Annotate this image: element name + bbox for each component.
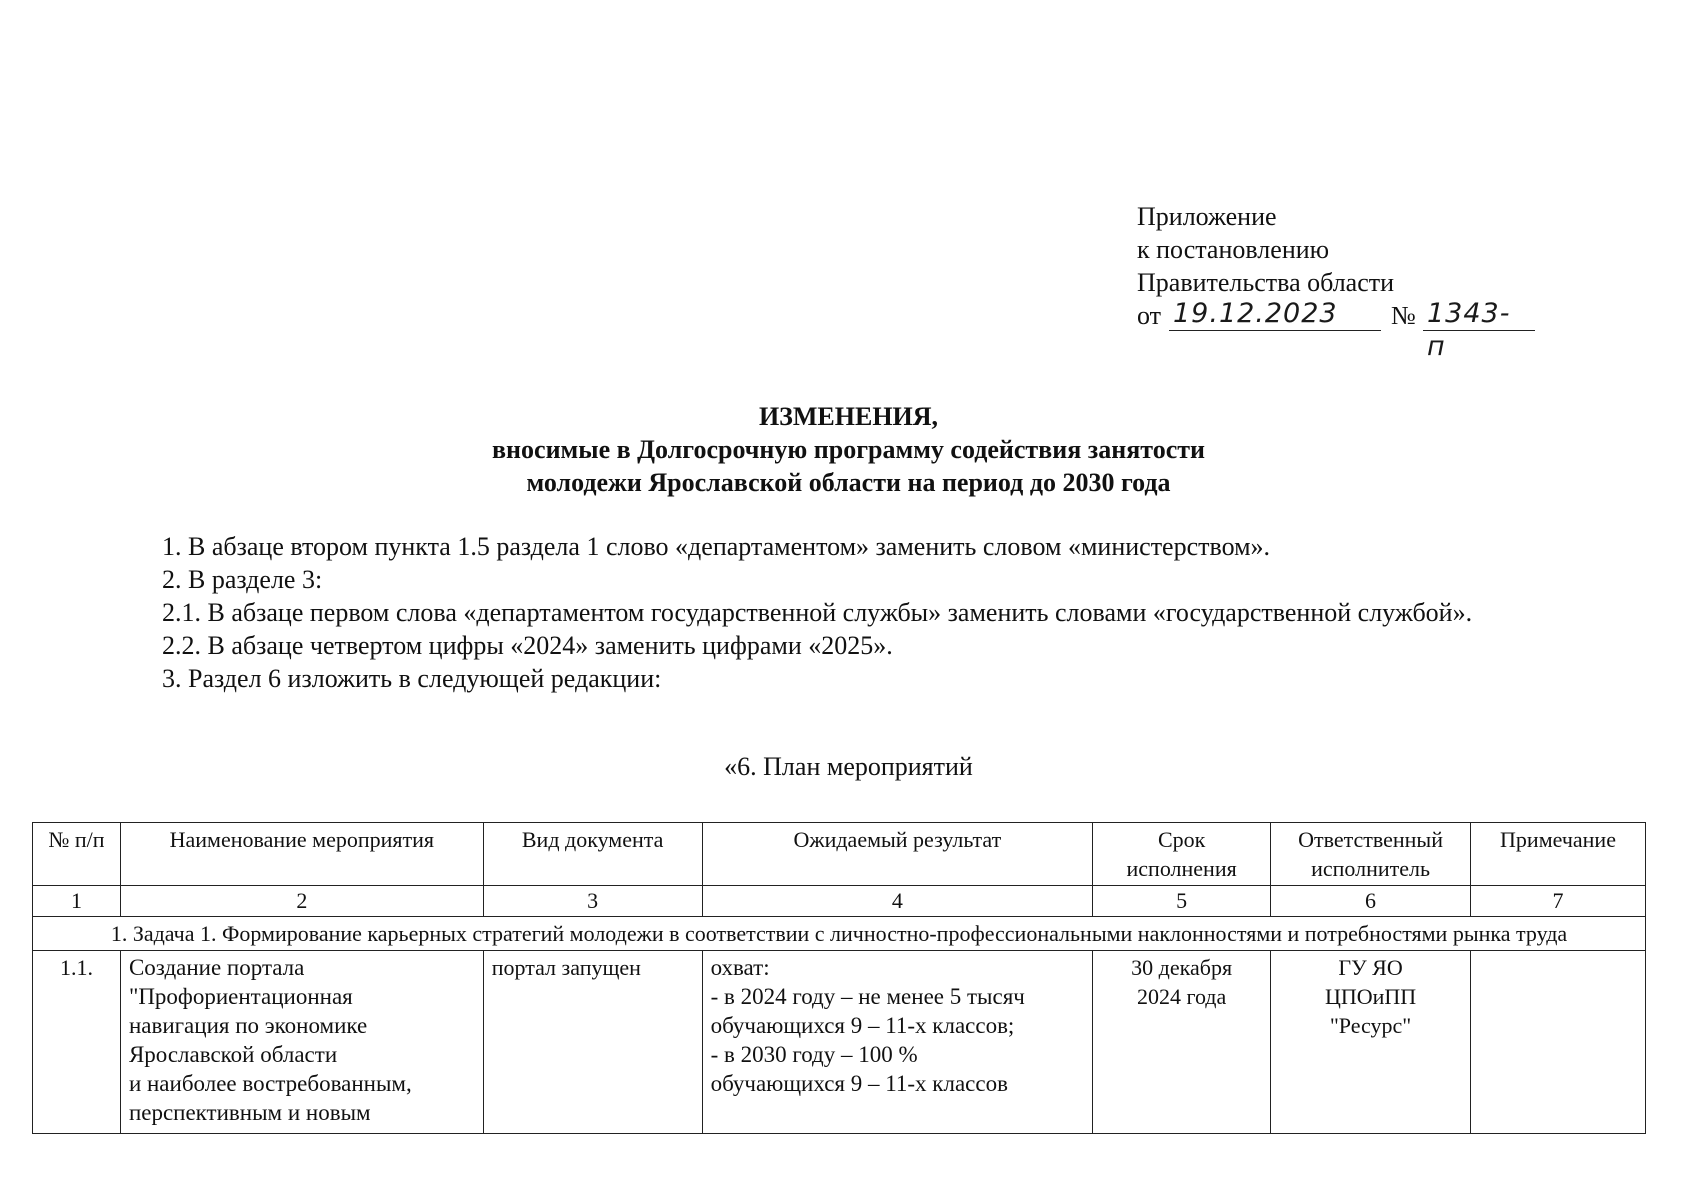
column-number: 6 <box>1271 886 1471 917</box>
paragraph-3: 3. Раздел 6 изложить в следующей редакции: <box>162 664 662 693</box>
column-number: 3 <box>483 886 702 917</box>
row-num: 1.1. <box>33 951 121 1134</box>
row-name: Создание портала "Профориентационная навигация по экономике Ярославской области и наиболее востребованным, перспективным и новым <box>120 951 483 1134</box>
column-number: 7 <box>1471 886 1646 917</box>
plan-title: «6. План мероприятий <box>724 752 973 781</box>
section-heading: 1. Задача 1. Формирование карьерных стратегий молодежи в соответствии с личностно-профессиональными наклонностями и потребностями рынка труда <box>33 917 1646 951</box>
header-note: Примечание <box>1471 823 1646 886</box>
row-result: охват: - в 2024 году – не менее 5 тысяч обучающихся 9 – 11-х классов; - в 2030 году – 100 % обучающихся 9 – 11-х классов <box>702 951 1093 1134</box>
paragraph-2: 2. В разделе 3: <box>162 565 323 594</box>
number-label: № <box>1391 301 1416 330</box>
paragraph-2-2: 2.2. В абзаце четвертом цифры «2024» заменить цифрами «2025». <box>162 631 893 660</box>
document-title: ИЗМЕНЕНИЯ, <box>758 402 939 431</box>
handwritten-number: 1343-п <box>1427 298 1511 362</box>
appendix-line-3: Правительства области <box>1137 268 1395 297</box>
date-underline <box>1169 330 1381 331</box>
header-executor: Ответственный исполнитель <box>1271 823 1471 886</box>
appendix-line-2: к постановлению <box>1137 235 1330 264</box>
table-section-row <box>33 917 1646 951</box>
column-number: 1 <box>33 886 121 917</box>
row-executor: ГУ ЯО ЦПОиПП "Ресурс" <box>1271 951 1471 1134</box>
appendix-title: Приложение <box>1137 202 1277 231</box>
paragraph-2-1: 2.1. В абзаце первом слова «департаментом государственной службы» заменить словами «государственной службой». <box>162 598 1473 627</box>
from-label: от <box>1137 301 1162 330</box>
row-deadline: 30 декабря 2024 года <box>1093 951 1271 1134</box>
table-column-numbers-row <box>33 886 1646 917</box>
column-number: 2 <box>120 886 483 917</box>
amendments-text <box>90 530 1583 695</box>
appendix-date-number-row <box>1137 298 1511 362</box>
column-number: 4 <box>702 886 1093 917</box>
row-doc: портал запущен <box>483 951 702 1134</box>
table-row <box>33 951 1646 1134</box>
plan-table <box>32 822 1646 1134</box>
document-subtitle-line-2: молодежи Ярославской области на период до 2030 года <box>526 468 1171 497</box>
column-number: 5 <box>1093 886 1271 917</box>
row-note <box>1471 951 1646 1134</box>
header-result: Ожидаемый результат <box>702 823 1093 886</box>
appendix-block <box>1137 200 1511 362</box>
document-subtitle-line-1: вносимые в Долгосрочную программу содействия занятости <box>492 435 1205 464</box>
paragraph-1: 1. В абзаце втором пункта 1.5 раздела 1 слово «департаментом» заменить словом «министерством». <box>162 532 1271 561</box>
table-header-row <box>33 823 1646 886</box>
header-name: Наименование мероприятия <box>120 823 483 886</box>
number-underline <box>1423 330 1535 331</box>
header-doc: Вид документа <box>483 823 702 886</box>
header-deadline: Срок исполнения <box>1093 823 1271 886</box>
handwritten-date: 19.12.2023 <box>1173 298 1338 329</box>
header-num: № п/п <box>33 823 121 886</box>
